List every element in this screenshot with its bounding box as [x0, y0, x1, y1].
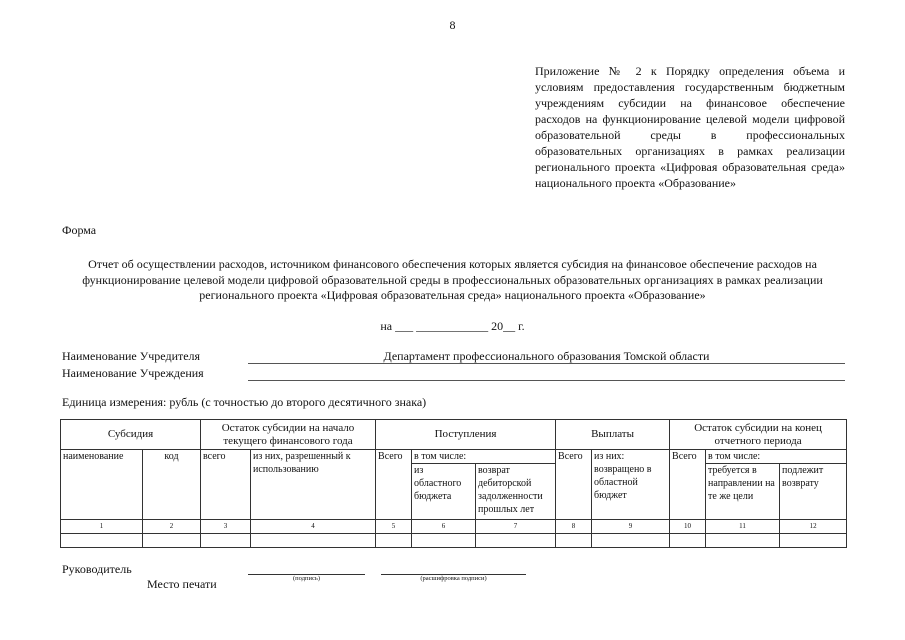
- col-number: 11: [706, 520, 780, 534]
- col-required: требуется в направлении на те же цели: [706, 464, 780, 520]
- appendix-note: Приложение № 2 к Порядку определения объема и условиям предоставления государственным бюджетным учреждениям субсидии на финансовое обеспечение расходов на функционирование целевой модели цифровой образовательной среды в профессиональных образовательных организациях в рамках реализации регионального проекта «Цифровая образовательная среда» национального проекта «Образование»: [535, 64, 845, 190]
- table-cell: [376, 534, 412, 548]
- header-start-balance: Остаток субсидии на начало текущего финансового года: [201, 420, 376, 450]
- table-cell: [143, 534, 201, 548]
- col-from-regional: из областного бюджета: [412, 464, 476, 520]
- founder-value: Департамент профессионального образования Томской области: [383, 349, 710, 363]
- institution-field-line: [248, 366, 845, 381]
- table-cell: [706, 534, 780, 548]
- col-to-return: подлежит возврату: [780, 464, 847, 520]
- col-name: наименование: [61, 450, 143, 520]
- table-cell: [670, 534, 706, 548]
- table-cell: [592, 534, 670, 548]
- col-number: 10: [670, 520, 706, 534]
- signatory-label: Руководитель: [62, 562, 132, 576]
- col-payments-total: Всего: [556, 450, 592, 520]
- col-number: 3: [201, 520, 251, 534]
- header-receipts: Поступления: [376, 420, 556, 450]
- col-number: 1: [61, 520, 143, 534]
- table-cell: [251, 534, 376, 548]
- header-payments: Выплаты: [556, 420, 670, 450]
- of-them-label: из них:: [594, 451, 625, 462]
- stamp-label: Место печати: [147, 577, 217, 591]
- col-end-total: Всего: [670, 450, 706, 520]
- report-date: на ___ ____________ 20__ г.: [380, 319, 525, 333]
- col-number: 12: [780, 520, 847, 534]
- table-cell: [780, 534, 847, 548]
- col-number: 6: [412, 520, 476, 534]
- header-end-balance: Остаток субсидии на конец отчетного периода: [670, 420, 847, 450]
- col-receipts-total: Всего: [376, 450, 412, 520]
- table-cell: [476, 534, 556, 548]
- col-start-permitted: из них, разрешенный к использованию: [251, 450, 376, 520]
- returned-label: возвращено в областной бюджет: [594, 464, 652, 501]
- institution-label: Наименование Учреждения: [62, 366, 204, 380]
- col-number: 5: [376, 520, 412, 534]
- unit-of-measure: Единица измерения: рубль (с точностью до второго десятичного знака): [62, 395, 427, 409]
- col-number: 9: [592, 520, 670, 534]
- col-end-including: в том числе:: [706, 450, 847, 464]
- col-number: 8: [556, 520, 592, 534]
- report-table: [60, 419, 847, 548]
- form-label: Форма: [62, 223, 97, 237]
- founder-label: Наименование Учредителя: [62, 349, 201, 363]
- signature-decode-line: (расшифровка подписи): [381, 574, 526, 583]
- col-number: 7: [476, 520, 556, 534]
- signature-line: (подпись): [248, 574, 365, 583]
- col-number: 2: [143, 520, 201, 534]
- col-payments-of-them: [592, 450, 670, 520]
- col-receipts-including: в том числе:: [412, 450, 556, 464]
- table-cell: [201, 534, 251, 548]
- header-subsidy: Субсидия: [61, 420, 201, 450]
- table-cell: [412, 534, 476, 548]
- col-number: 4: [251, 520, 376, 534]
- col-start-total: всего: [201, 450, 251, 520]
- report-title: Отчет об осуществлении расходов, источником финансового обеспечения которых является субсидия на финансовое обеспечение расходов на функционирование целевой модели цифровой образовательной среды в профессиональных образовательных организациях в рамках реализации регионального проекта «Цифровая образовательная среда» национального проекта «Образование»: [82, 257, 823, 302]
- page-number: 8: [449, 18, 456, 32]
- table-cell: [61, 534, 143, 548]
- table-cell: [556, 534, 592, 548]
- col-refund: возврат дебиторской задолженности прошлых лет: [476, 464, 556, 520]
- col-code: код: [143, 450, 201, 520]
